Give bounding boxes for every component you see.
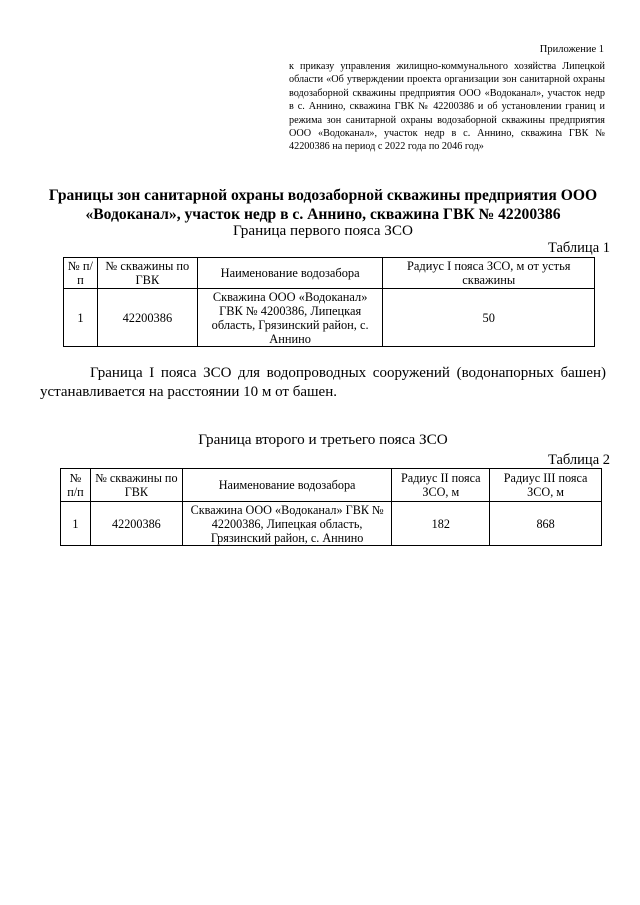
table-1 [63,257,595,347]
table-2-cell-radius-2: 182 [392,502,490,546]
table-2-header-well-id: № скважины по ГВК [90,469,182,502]
table-2-label: Таблица 2 [547,452,610,468]
table-2-cell-number: 1 [61,502,91,546]
table-1-cell-radius-1: 50 [383,289,595,347]
table-1-label: Таблица 1 [547,240,610,256]
section-2-subtitle: Граница второго и третьего пояса ЗСО [198,431,448,448]
table-2-header-radius-2: Радиус II пояса ЗСО, м [392,469,490,502]
attachment-reference-text: к приказу управления жилищно-коммунального хозяйства Липецкой области «Об утверждении проекта организации зон санитарной охраны водозаборной скважины предприятия ООО «Водоканал», участок недр в с. Аннино, скважина ГВК № 42200386 и об установлении границ и режима зон санитарной охраны водозаборной скважины предприятия ООО «Водоканал», участок недр в с. Аннино, скважина ГВК № 42200386 на период с 2022 года по 2046 год» [289,61,605,153]
table-2 [60,468,602,546]
table-1-header-well-id: № скважины по ГВК [97,258,197,289]
table-1-header-intake-name: Наименование водозабора [197,258,383,289]
table-1-cell-well-id: 42200386 [97,289,197,347]
table-2-header-radius-3: Радиус III пояса ЗСО, м [490,469,602,502]
zone-1-tower-paragraph: Граница I пояса ЗСО для водопроводных сооружений (водонапорных башен) устанавливается на расстоянии 10 м от башен. [40,365,606,400]
table-2-cell-intake-name: Скважина ООО «Водоканал» ГВК № 42200386, Липецкая область, Грязинский район, с. Аннино [182,502,392,546]
table-2-header-intake-name: Наименование водозабора [182,469,392,502]
table-1-header-row [64,258,595,289]
table-1-header-number: № п/п [64,258,98,289]
table-row [61,502,602,546]
table-2-cell-radius-3: 868 [490,502,602,546]
attachment-label: Приложение 1 [539,44,604,55]
table-row [64,289,595,347]
document-title: Границы зон санитарной охраны водозаборной скважины предприятия ООО «Водоканал», участок недр в с. Аннино, скважина ГВК № 42200386 [48,187,598,223]
table-2-header-row [61,469,602,502]
table-2-header-number: № п/п [61,469,91,502]
table-1-cell-number: 1 [64,289,98,347]
section-1-subtitle: Граница первого пояса ЗСО [232,222,414,239]
table-2-cell-well-id: 42200386 [90,502,182,546]
table-1-header-radius-1: Радиус I пояса ЗСО, м от устья скважины [383,258,595,289]
table-1-cell-intake-name: Скважина ООО «Водоканал» ГВК № 4200386, Липецкая область, Грязинский район, с. Аннино [197,289,383,347]
